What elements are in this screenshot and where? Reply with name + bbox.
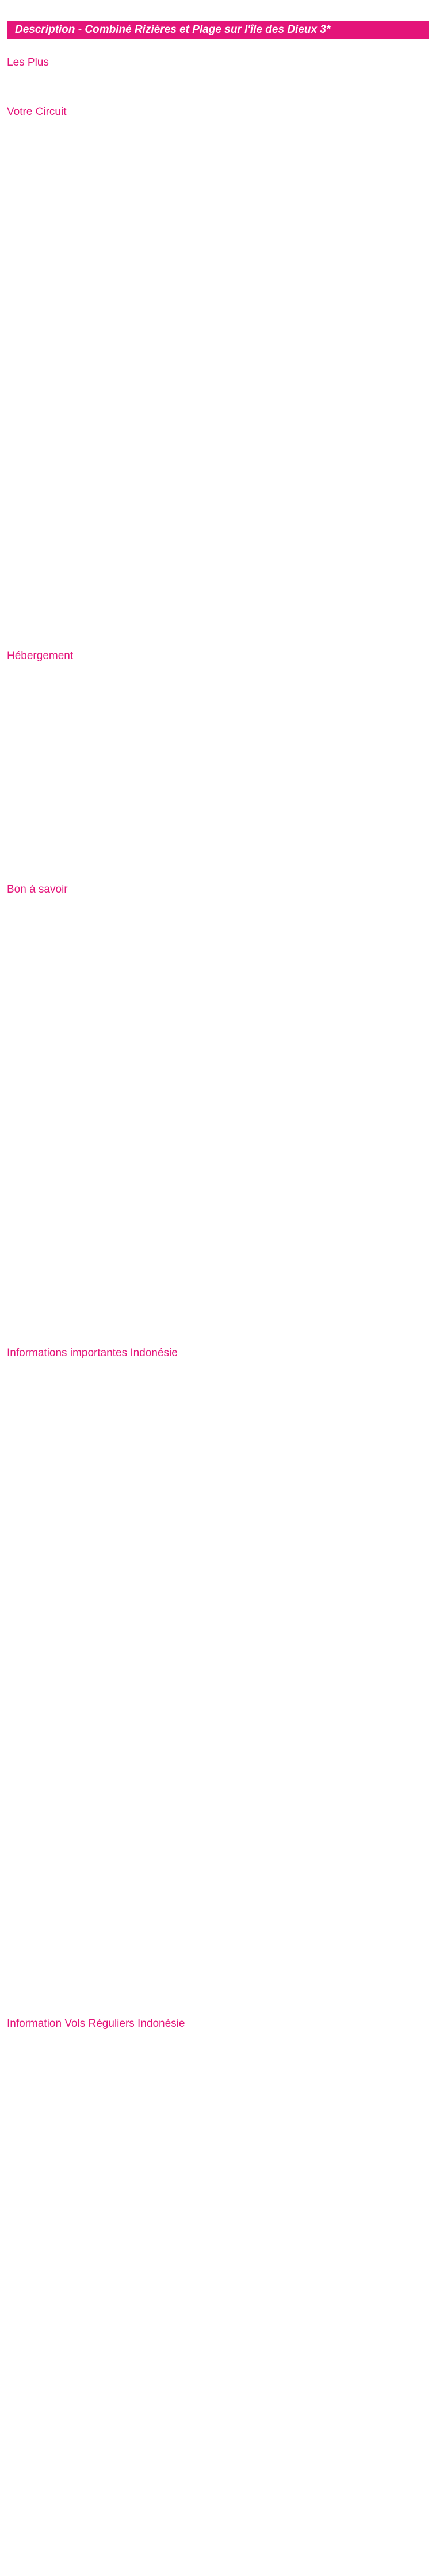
section-les-plus bbox=[7, 54, 429, 89]
page-title: Description - Combiné Rizières et Plage sur l'île des Dieux 3* bbox=[7, 21, 429, 39]
section-heading: Les Plus bbox=[7, 56, 49, 68]
section-heading: Hébergement bbox=[7, 650, 74, 662]
section-heading: Bon à savoir bbox=[7, 883, 68, 895]
section-bon-a-savoir bbox=[7, 881, 429, 1330]
section-votre-circuit bbox=[7, 104, 429, 633]
section-information-vols bbox=[7, 2015, 429, 2533]
section-heading: Informations importantes Indonésie bbox=[7, 1347, 178, 1359]
section-heading: Information Vols Réguliers Indonésie bbox=[7, 2018, 185, 2030]
section-hebergement bbox=[7, 648, 429, 866]
section-informations-importantes bbox=[7, 1345, 429, 2000]
section-heading: Votre Circuit bbox=[7, 106, 67, 118]
